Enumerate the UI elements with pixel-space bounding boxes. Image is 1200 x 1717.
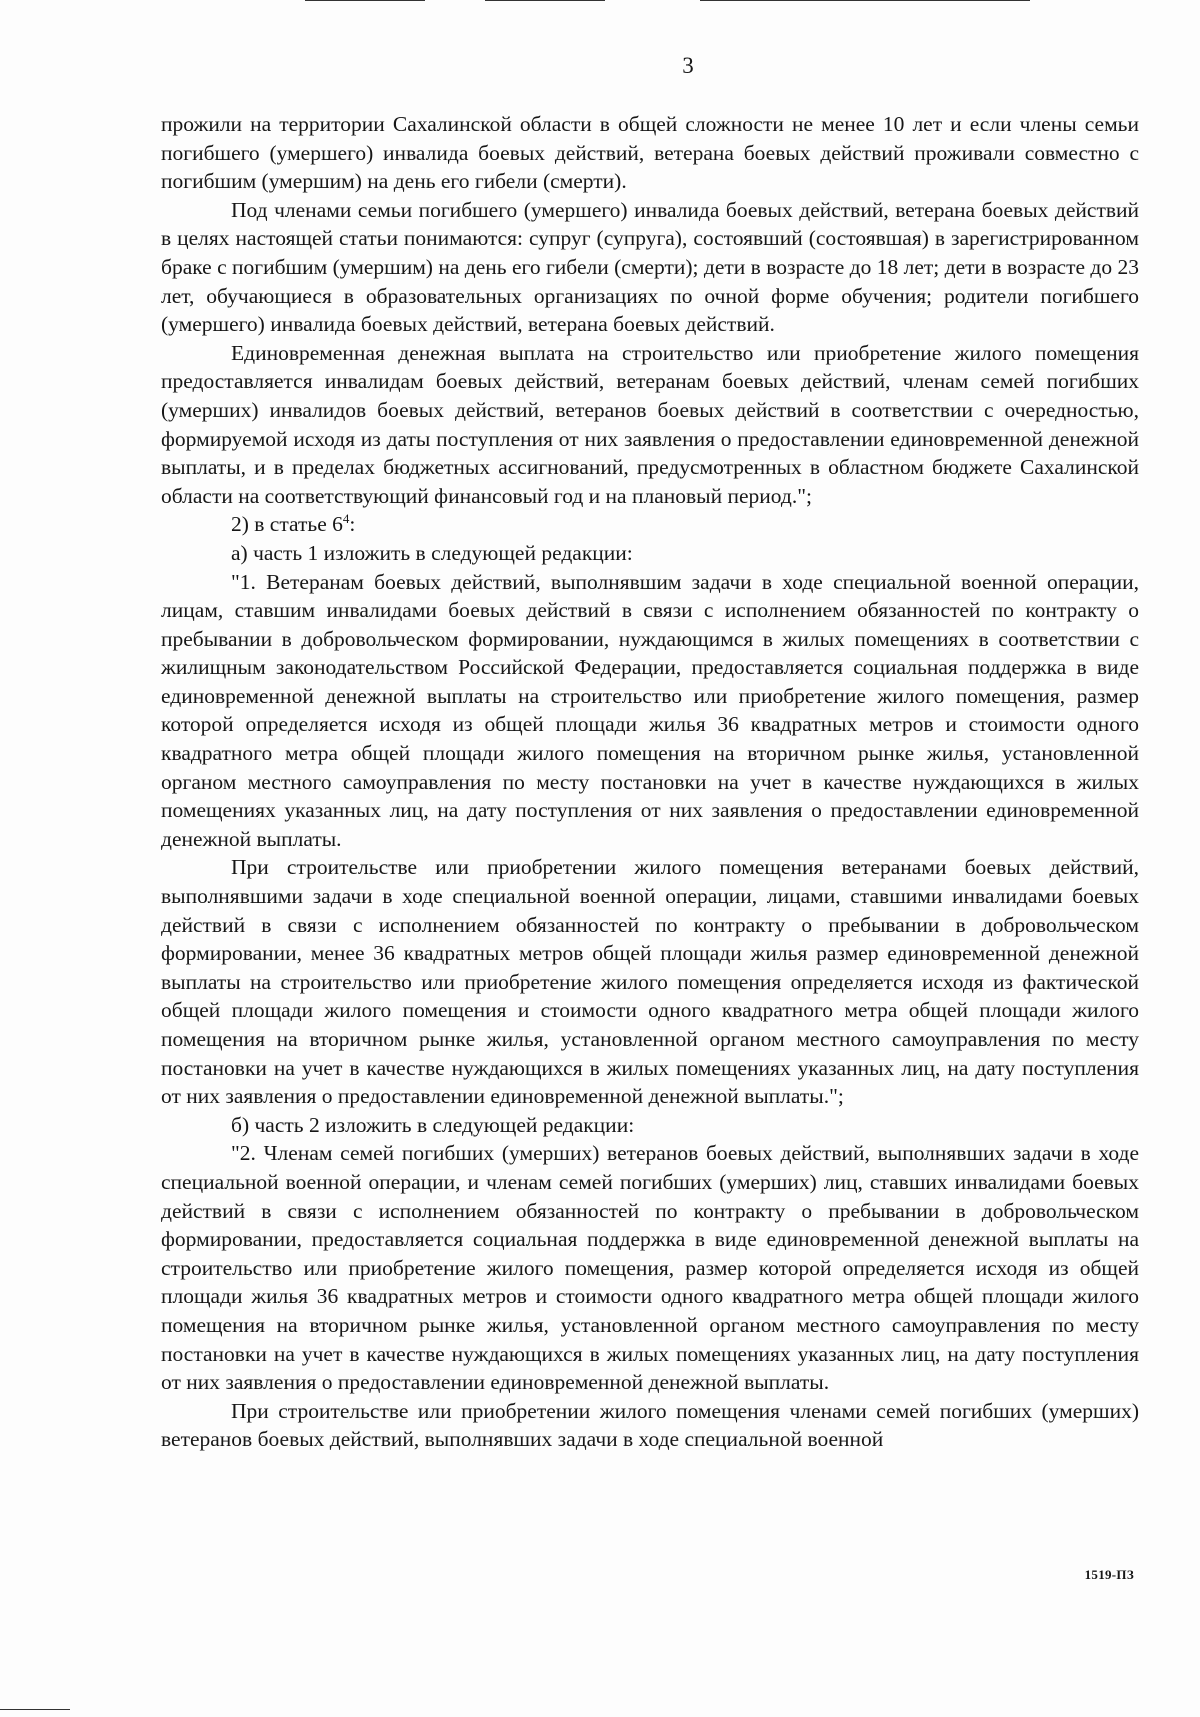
paragraph: "2. Членам семей погибших (умерших) ветеранов боевых действий, выполнявших задачи в ходе специальной военной операции, и членам семей погибших (умерших) лиц, ставших инвалидами боевых действий в связи с исполнением обязанностей по контракту о пребывании в добровольческом формировании, предоставляется социальная поддержка в виде единовременной денежной выплаты на строительство или приобретение жилого помещения, размер которой определяется исходя из общей площади жилья 36 квадратных метров и стоимости одного квадратного метра общей площади жилого помещения на вторичном рынке жилья, установленной органом местного самоуправления по месту постановки на учет в качестве нуждающихся в жилых помещениях указанных лиц, на дату поступления от них заявления о предоставлении единовременной денежной выплаты.	[161, 1141, 1139, 1395]
paragraph: При строительстве или приобретении жилого помещения ветеранами боевых действий, выполнявшими задачи в ходе специальной военной операции, лицами, ставшими инвалидами боевых действий в связи с исполнением обязанностей по контракту о пребывании в добровольческом формировании, менее 36 квадратных метров общей площади жилья размер единовременной денежной выплаты на строительство или приобретение жилого помещения определяется исходя из фактической общей площади жилого помещения и стоимости одного квадратного метра общей площади жилого помещения на вторичном рынке жилья, установленной органом местного самоуправления по месту постановки на учет в качестве нуждающихся в жилых помещениях указанных лиц, на дату поступления от них заявления о предоставлении единовременной денежной выплаты.";	[161, 855, 1139, 1109]
paragraph: а) часть 1 изложить в следующей редакции:	[231, 540, 633, 565]
article-reference-tail: :	[349, 512, 356, 537]
scan-artifact-bottom-line	[0, 1709, 70, 1710]
footer-document-code: 1519-ПЗ	[1084, 1567, 1134, 1582]
paragraph: прожили на территории Сахалинской области в общей сложности не менее 10 лет и если члены семьи погибшего (умершего) инвалида боевых действий, ветерана боевых действий проживали совместно с погибшим (умершим) на день его гибели (смерти).	[161, 112, 1139, 194]
article-reference-text: 2) в статье 6	[231, 512, 343, 537]
document-body	[161, 110, 1139, 1454]
scan-artifact-top-line	[700, 0, 1030, 1]
paragraph: б) часть 2 изложить в следующей редакции:	[231, 1112, 635, 1137]
paragraph: При строительстве или приобретении жилого помещения членами семей погибших (умерших) ветеранов боевых действий, выполнявших задачи в ходе специальной военной	[161, 1398, 1139, 1452]
paragraph-article-reference	[161, 510, 1139, 539]
scan-artifact-top-line	[485, 0, 605, 1]
page-number: 3	[682, 53, 694, 78]
paragraph: Единовременная денежная выплата на строительство или приобретение жилого помещения предоставляется инвалидам боевых действий, ветеранам боевых действий, членам семей погибших (умерших) инвалидов боевых действий, ветеранов боевых действий в соответствии с очередностью, формируемой исходя из даты поступления от них заявления о предоставлении единовременной денежной выплаты, и в пределах бюджетных ассигнований, предусмотренных в областном бюджете Сахалинской области на соответствующий финансовый год и на плановый период.";	[161, 340, 1139, 508]
paragraph: Под членами семьи погибшего (умершего) инвалида боевых действий, ветерана боевых действий в целях настоящей статьи понимаются: супруг (супруга), состоявший (состоявшая) в зарегистрированном браке с погибшим (умершим) на день его гибели (смерти); дети в возрасте до 18 лет; дети в возрасте до 23 лет, обучающиеся в образовательных организациях по очной форме обучения; родители погибшего (умершего) инвалида боевых действий, ветерана боевых действий.	[161, 197, 1139, 337]
scan-artifact-top-line	[305, 0, 425, 1]
article-superscript: 4	[342, 511, 350, 527]
paragraph: "1. Ветеранам боевых действий, выполнявшим задачи в ходе специальной военной операции, лицам, ставшим инвалидами боевых действий в связи с исполнением обязанностей по контракту о пребывании в добровольческом формировании, нуждающимся в жилых помещениях в соответствии с жилищным законодательством Российской Федерации, предоставляется социальная поддержка в виде единовременной денежной выплаты на строительство или приобретение жилого помещения, размер которой определяется исходя из общей площади жилья 36 квадратных метров и стоимости одного квадратного метра общей площади жилого помещения на вторичном рынке жилья, установленной органом местного самоуправления по месту постановки на учет в качестве нуждающихся в жилых помещениях указанных лиц, на дату поступления от них заявления о предоставлении единовременной денежной выплаты.	[161, 569, 1139, 851]
